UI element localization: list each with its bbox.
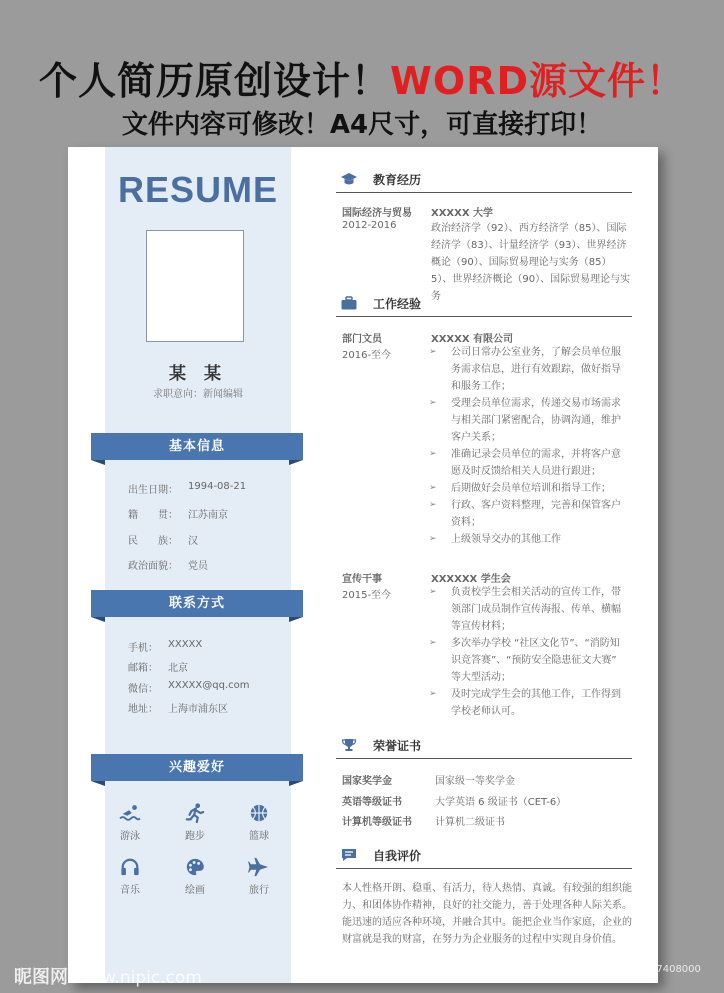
graduation-cap-icon xyxy=(341,172,357,186)
self-evaluation-text: 本人性格开朗、稳重、有活力，待人热情、真诚。有较强的组织能力、和团体协作精神，良好的社交能力，善于处理各种人际关系。能迅速的适应各种环境，并融合其中。能把企业当作家庭，企业的财富就是我的财富，在努力为企业服务的过程中实现自身价值。 xyxy=(342,883,632,945)
contact-value: XXXXX xyxy=(168,639,203,650)
ribbon-title: 联系方式 xyxy=(91,590,303,617)
basic-value: 党员 xyxy=(188,561,208,572)
banner-headline-black: 个人简历原创设计！ xyxy=(38,59,390,103)
briefcase-icon xyxy=(341,296,357,310)
basketball-icon xyxy=(248,803,270,823)
hobby-label: 跑步 xyxy=(185,831,205,842)
hobby-label: 音乐 xyxy=(120,885,140,896)
list-item: ➢ 行政、客户资料整理，完善和保管客户资料； xyxy=(429,497,629,531)
watermark-logo xyxy=(14,963,202,989)
honor-key: 计算机等级证书 xyxy=(342,817,412,828)
honor-key: 英语等级证书 xyxy=(342,797,402,808)
basic-key: 民 族： xyxy=(128,536,178,547)
job2-period: 2015-至今 xyxy=(342,590,392,601)
list-item: ➢ 上级领导交办的其他工作 xyxy=(429,531,629,548)
ribbon-fold xyxy=(91,460,105,465)
job2-role: 宣传干事 xyxy=(342,574,382,585)
ribbon-basic-info xyxy=(91,433,303,465)
hobby-label: 游泳 xyxy=(120,831,140,842)
hobby-label: 旅行 xyxy=(249,885,269,896)
ribbon-fold xyxy=(91,617,105,622)
swimming-icon xyxy=(119,803,141,823)
basic-key: 政治面貌： xyxy=(128,561,178,572)
photo-placeholder xyxy=(146,230,244,342)
basic-value: 汉 xyxy=(188,536,198,547)
section-honors xyxy=(336,735,632,759)
watermark-id: ID:23046502 NO:20200722140417408000 xyxy=(487,964,701,975)
hobby-label: 绘画 xyxy=(185,885,205,896)
contact-row-wechat xyxy=(128,680,250,695)
job1-role: 部门文员 xyxy=(342,334,382,345)
list-item: ➢ 及时完成学生会的其他工作，工作得到学校老师认可。 xyxy=(429,686,629,720)
candidate-name: 某 某 xyxy=(169,364,227,384)
section-education xyxy=(336,169,632,193)
headphones-icon xyxy=(119,857,141,877)
basic-row-hometown xyxy=(128,506,228,521)
ribbon-title: 兴趣爱好 xyxy=(91,754,303,781)
ribbon-fold xyxy=(289,617,303,622)
hobby-basketball xyxy=(239,803,279,842)
section-work xyxy=(336,293,632,317)
contact-value: XXXXX@qq.com xyxy=(168,680,250,691)
edu-school: XXXXX 大学 xyxy=(431,208,494,219)
comment-icon xyxy=(341,848,357,862)
resume-page xyxy=(68,147,658,983)
edu-major: 国际经济与贸易 xyxy=(342,208,412,219)
list-item: ➢ 准确记录会员单位的需求，并将客户意愿及时反馈给相关人员进行跟进； xyxy=(429,446,629,480)
honor-value: 大学英语 6 级证书（CET-6） xyxy=(435,797,567,808)
contact-value: 上海市浦东区 xyxy=(168,704,228,715)
hobby-swimming xyxy=(110,803,150,842)
basic-value: 1994-08-21 xyxy=(188,481,247,492)
hobby-music xyxy=(110,857,150,896)
basic-key: 出生日期： xyxy=(128,485,178,496)
basic-row-ethnicity xyxy=(128,532,198,547)
contact-key: 地址： xyxy=(128,704,158,715)
honor-value: 国家级一等奖学金 xyxy=(435,776,515,787)
trophy-icon xyxy=(341,738,357,752)
section-title: 自我评价 xyxy=(373,849,422,863)
section-self xyxy=(336,845,632,869)
list-item: ➢ 负责校学生会相关活动的宣传工作，带领部门成员制作宣传海报、传单、横幅等宣传材料； xyxy=(429,584,629,635)
contact-key: 手机： xyxy=(128,643,158,654)
job1-period: 2016-至今 xyxy=(342,350,392,361)
job2-duties xyxy=(429,584,629,720)
resume-title: RESUME xyxy=(117,169,279,210)
ribbon-fold xyxy=(289,781,303,786)
contact-row-phone xyxy=(128,639,203,654)
hobby-label: 篮球 xyxy=(249,831,269,842)
sidebar xyxy=(105,147,291,983)
watermark-url: www.nipic.com xyxy=(74,968,202,988)
contact-key: 微信： xyxy=(128,684,158,695)
ribbon-contact xyxy=(91,590,303,622)
ribbon-hobbies xyxy=(91,754,303,786)
banner-headline-red: WORD源文件！ xyxy=(389,59,686,103)
hobby-travel xyxy=(239,857,279,896)
banner-headline xyxy=(0,50,724,105)
edu-period: 2012-2016 xyxy=(342,220,397,231)
airplane-icon xyxy=(248,857,270,877)
watermark-brand: 昵图网 xyxy=(14,967,68,988)
basic-row-political xyxy=(128,557,208,572)
contact-key: 邮箱： xyxy=(128,663,158,674)
basic-row-birth xyxy=(128,481,247,496)
basic-key: 籍 贯： xyxy=(128,510,178,521)
edu-courses: 政治经济学（92）、西方经济学（85）、国际经济学（83）、计量经济学（93）、世界经济概论（90）、国际贸易理论与实务（85）5）、世界经济概论（90）、国际贸易理论与实务 xyxy=(431,223,631,302)
job-intent: 求职意向：新闻编辑 xyxy=(153,389,243,400)
palette-icon xyxy=(184,857,206,877)
section-title: 荣誉证书 xyxy=(373,739,422,753)
hobby-running xyxy=(175,803,215,842)
job1-org: XXXXX 有限公司 xyxy=(431,334,514,345)
job1-duties xyxy=(429,344,629,548)
section-title: 教育经历 xyxy=(373,173,422,187)
list-item: ➢ 受理会员单位需求，传递交易市场需求与相关部门紧密配合，协调沟通，维护客户关系； xyxy=(429,395,629,446)
banner-subline: 文件内容可修改！A4尺寸，可直接打印！ xyxy=(121,110,603,140)
ribbon-fold xyxy=(91,781,105,786)
contact-value: 北京 xyxy=(168,663,188,674)
contact-row-address xyxy=(128,700,228,715)
contact-row-email xyxy=(128,659,188,674)
job2-org: XXXXXX 学生会 xyxy=(431,574,511,585)
ribbon-fold xyxy=(289,460,303,465)
honor-key: 国家奖学金 xyxy=(342,776,392,787)
basic-value: 江苏南京 xyxy=(188,510,228,521)
ribbon-title: 基本信息 xyxy=(91,433,303,460)
section-title: 工作经验 xyxy=(373,297,422,311)
hobby-painting xyxy=(175,857,215,896)
honor-value: 计算机二级证书 xyxy=(435,817,505,828)
list-item: ➢ 多次举办学校 “社区文化节”、“消防知识竞答赛”、“预防安全隐患征文大赛” 等大型活动； xyxy=(429,635,629,686)
list-item: ➢ 公司日常办公室业务，了解会员单位服务需求信息，进行有效跟踪，做好指导和服务工作； xyxy=(429,344,629,395)
running-icon xyxy=(184,803,206,823)
list-item: ➢ 后期做好会员单位培训和指导工作； xyxy=(429,480,629,497)
